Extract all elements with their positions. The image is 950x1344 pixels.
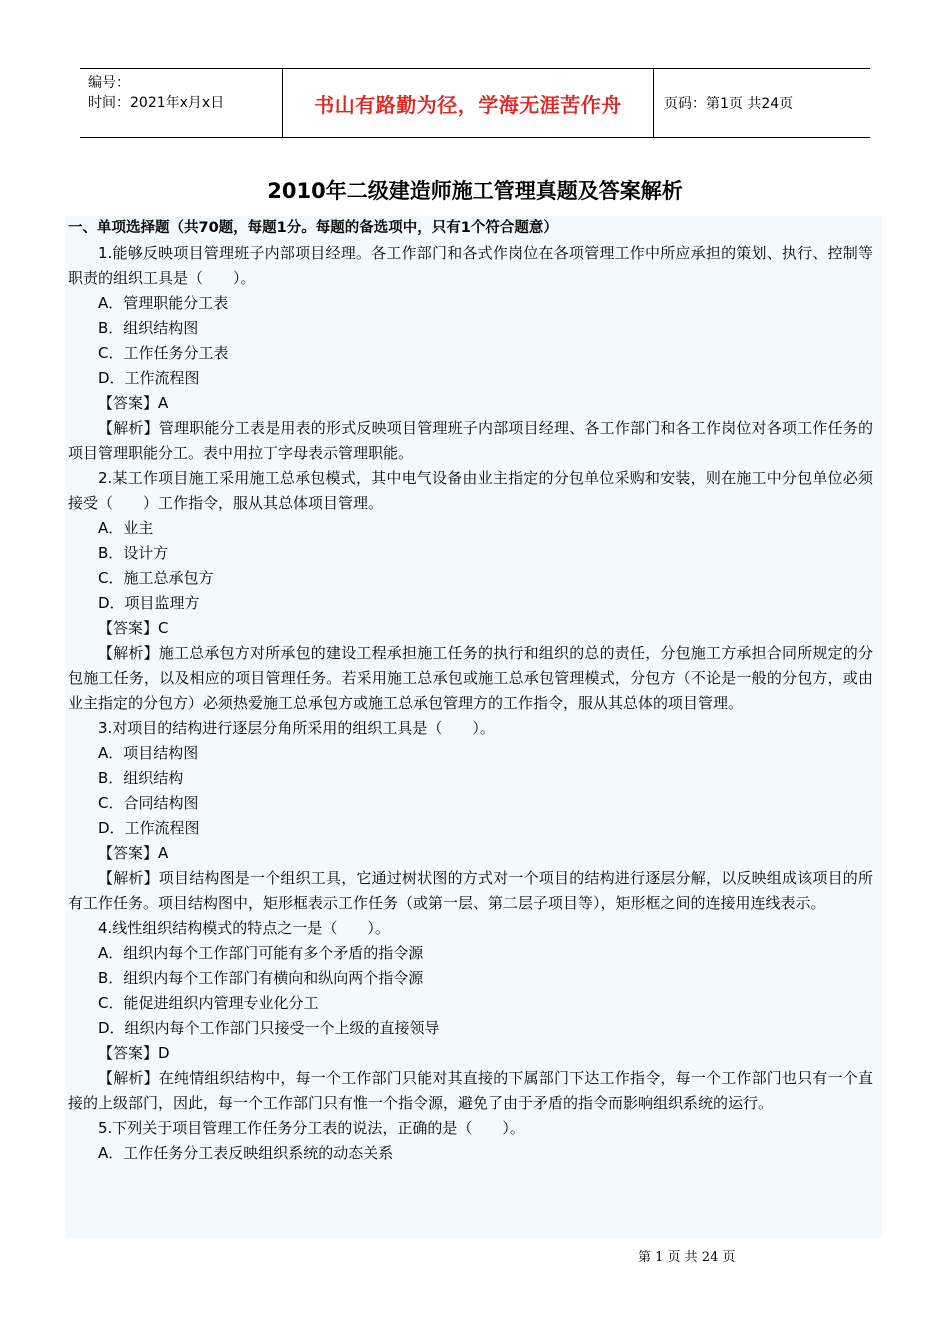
question-stem: 3.对项目的结构进行逐层分角所采用的组织工具是（ ）。 <box>98 719 495 737</box>
answer: 【答案】C <box>98 619 169 637</box>
question-stem: 2.某工作项目施工采用施工总承包模式，其中电气设备由业主指定的分包单位采购和安装，则在施工中分包单位必须接受（ ）工作指令，服从其总体项目管理。 <box>68 469 873 512</box>
analysis: 【解析】项目结构图是一个组织工具，它通过树状图的方式对一个项目的结构进行逐层分解，以反映组成该项目的所有工作任务。项目结构图中，矩形框表示工作任务（或第一层、第二层子项目等），矩形框之间的连接用连线表示。 <box>68 869 873 912</box>
header-meta-cell <box>80 69 282 137</box>
analysis: 【解析】在纯情组织结构中，每一个工作部门只能对其直接的下属部门下达工作指令，每一个工作部门也只有一个直接的上级部门，因此，每一个工作部门只有惟一个指令源，避免了由于矛盾的指令而影响组织系统的运行。 <box>68 1069 873 1112</box>
option: C．合同结构图 <box>98 794 199 812</box>
option: A．工作任务分工表反映组织系统的动态关系 <box>98 1144 394 1162</box>
question-stem: 5.下列关于项目管理工作任务分工表的说法，正确的是（ ）。 <box>98 1119 525 1137</box>
option: D．工作流程图 <box>98 819 200 837</box>
question-stem: 1.能够反映项目管理班子内部项目经理。各工作部门和各式作岗位在各项管理工作中所应承担的策划、执行、控制等职责的组织工具是（ ）。 <box>68 244 873 287</box>
option: B．设计方 <box>98 544 169 562</box>
option: D．工作流程图 <box>98 369 200 387</box>
option: A．组织内每个工作部门可能有多个矛盾的指令源 <box>98 944 424 962</box>
question-stem: 4.线性组织结构模式的特点之一是（ ）。 <box>98 919 390 937</box>
option: B．组织内每个工作部门有横向和纵向两个指令源 <box>98 969 424 987</box>
option: C．工作任务分工表 <box>98 344 229 362</box>
option: A．业主 <box>98 519 154 537</box>
time-label: 时间：2021年x月x日 <box>88 95 225 111</box>
number-label: 编号： <box>88 75 130 91</box>
header-page-cell <box>654 69 870 137</box>
answer: 【答案】A <box>98 844 169 862</box>
page-info: 页码：第1页 共24页 <box>664 96 794 112</box>
header-table <box>80 68 870 138</box>
answer: 【答案】D <box>98 1044 170 1062</box>
option: A．项目结构图 <box>98 744 199 762</box>
analysis: 【解析】施工总承包方对所承包的建设工程承担施工任务的执行和组织的总的责任，分包施工方承担合同所规定的分包施工任务，以及相应的项目管理任务。若采用施工总承包或施工总承包管理模式，分包方（不论是一般的分包方，或由业主指定的分包方）必须热爱施工总承包方或施工总承包管理方的工作指令，服从其总体的项目管理。 <box>68 644 873 712</box>
option: B．组织结构 <box>98 769 184 787</box>
section-heading: 一、单项选择题（共70题，每题1分。每题的备选项中，只有1个符合题意） <box>68 220 558 236</box>
motto-text: 书山有路勤为径，学海无涯苦作舟 <box>314 92 622 117</box>
option: C．施工总承包方 <box>98 569 214 587</box>
answer: 【答案】A <box>98 394 169 412</box>
option: C．能促进组织内管理专业化分工 <box>98 994 319 1012</box>
document-title: 2010年二级建造师施工管理真题及答案解析 <box>267 179 683 203</box>
page-footer: 第 1 页 共 24 页 <box>638 1250 736 1265</box>
analysis: 【解析】管理职能分工表是用表的形式反映项目管理班子内部项目经理、各工作部门和各工作岗位对各项工作任务的项目管理职能分工。表中用拉丁字母表示管理职能。 <box>68 419 873 462</box>
option: B．组织结构图 <box>98 319 199 337</box>
option: D．项目监理方 <box>98 594 200 612</box>
option: A．管理职能分工表 <box>98 294 229 312</box>
header-motto-cell <box>282 69 654 137</box>
option: D．组织内每个工作部门只接受一个上级的直接领导 <box>98 1019 440 1037</box>
document-body <box>66 216 882 1238</box>
